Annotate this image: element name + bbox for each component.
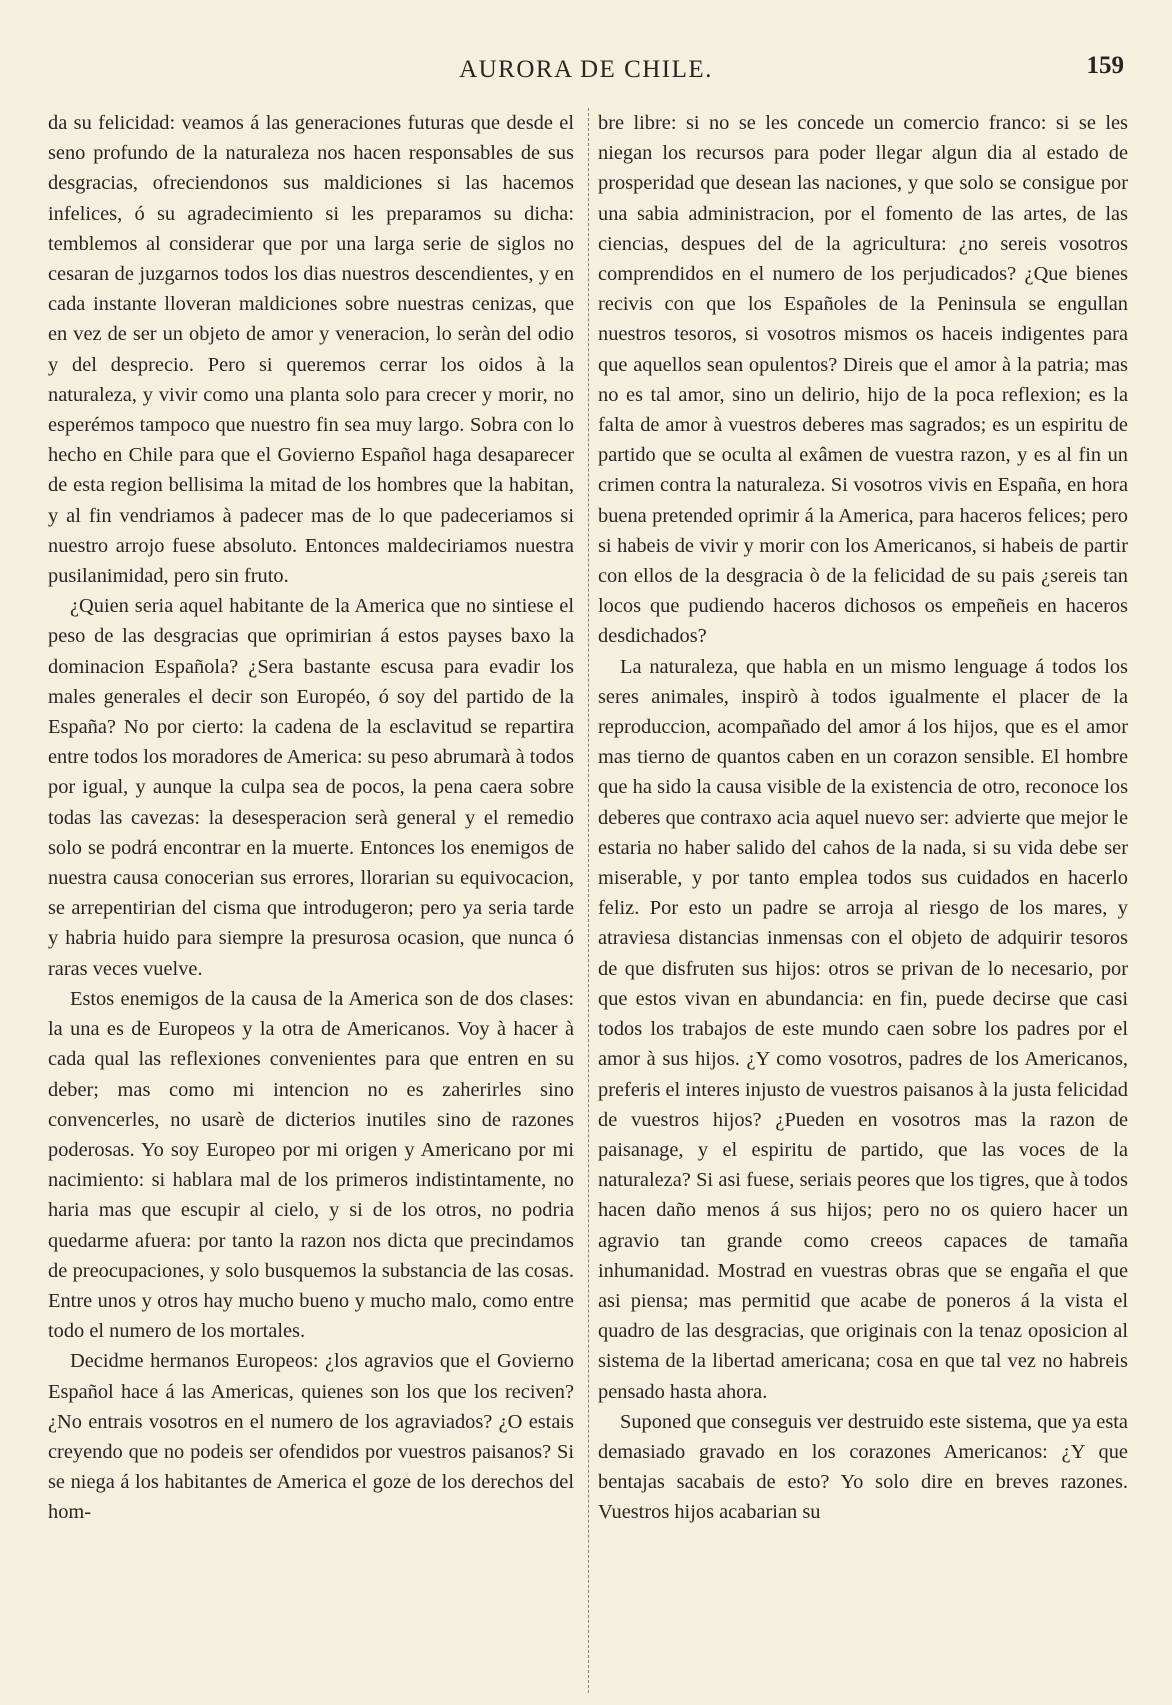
running-title: AURORA DE CHILE. [459, 56, 713, 83]
paragraph: Suponed que conseguis ver destruido este sistema, que ya esta demasiado gravado en los corazones Americanos: ¿Y que bentajas sacabais de esto? Yo solo dire en breves razones. Vuestros hijos acabarian su [598, 1410, 1128, 1524]
paragraph: da su felicidad: veamos á las generaciones futuras que desde el seno profundo de la naturaleza nos hacen responsables de sus desgracias, ofreciendonos sus maldiciones si las hacemos infelices, ó su agradecimiento si les preparamos su dicha: temblemos al considerar que por una larga serie de siglos no cesaran de juzgarnos todos los dias nuestros descendientes, y en cada instante lloveran maldiciones sobre nuestras cenizas, que en vez de ser un objeto de amor y veneracion, lo seràn del odio y del desprecio. Pero si queremos cerrar los oidos à la naturaleza, y vivir como una planta solo para crecer y morir, no esperémos tampoco que nuestro fin sea muy largo. Sobra con lo hecho en Chile para que el Govierno Español haga desaparecer de esta region bellisima la mitad de los hombres que la habitan, y al fin vendriamos à padecer mas de lo que padeceriamos si nuestro arrojo fuese absoluto. Entonces maldeciriamos nuestra pusilanimidad, pero sin fruto. [48, 112, 574, 588]
right-column [598, 108, 1128, 1693]
page-header [0, 50, 1172, 90]
page-number: 159 [1086, 52, 1124, 79]
paragraph: Decidme hermanos Europeos: ¿los agravios que el Govierno Español hace á las Americas, quienes son los que los reciven? ¿No entrais vosotros en el numero de los agraviados? ¿O estais creyendo que no podeis ser ofendidos por vuestros paisanos? Si se niega á los habitantes de America el goze de los derechos del hom- [48, 1350, 574, 1524]
paragraph: ¿Quien seria aquel habitante de la America que no sintiese el peso de las desgracias que oprimirian á estos payses baxo la dominacion Española? ¿Sera bastante escusa para evadir los males generales el decir son Européo, ó soy del partido de la España? No por cierto: la cadena de la esclavitud se repartira entre todos los moradores de America: su peso abrumarà à todos por igual, y aunque la culpa sea de pocos, la pena caera sobre todas las cavezas: la desesperacion serà general y el remedio solo se podrá encontrar en la muerte. Entonces los enemigos de nuestra causa conocerian sus errores, llorarian su equivocacion, se arrepentirian del cisma que introdugeron; pero ya seria tarde y habria huido para siempre la presurosa ocasion, que nunca ó raras veces vuelve. [48, 595, 574, 980]
left-column [48, 108, 574, 1693]
paragraph: bre libre: si no se les concede un comercio franco: si se les niegan los recursos para poder llegar algun dia al estado de prosperidad que desean las naciones, y que solo se consigue por una sabia administracion, por el fomento de las artes, de las ciencias, despues del de la agricultura: ¿no sereis vosotros comprendidos en el numero de los perjudicados? ¿Que bienes recivis con que los Españoles de la Peninsula se engullan nuestros tesoros, si vosotros mismos os haceis indigentes para que aquellos sean opulentos? Direis que el amor à la patria; mas no es tal amor, sino un delirio, hijo de la poca reflexion; es la falta de amor à vuestros deberes mas sagrados; es un espiritu de partido que se oculta al exâmen de vuestra razon, y es al fin un crimen contra la naturaleza. Si vosotros vivis en España, en hora buena pretended oprimir á la America, para haceros felices; pero si habeis de vivir y morir con los Americanos, si habeis de partir con ellos de la desgracia ò de la felicidad de su pais ¿sereis tan locos que pudiendo haceros dichosos os empeñeis en haceros desdichados? [598, 112, 1128, 648]
paragraph: Estos enemigos de la causa de la America son de dos clases: la una es de Europeos y la otra de Americanos. Voy à hacer à cada qual las reflexiones convenientes para que entren en su deber; mas como mi intencion no es zaherirles sino convencerles, no usarè de dicterios inutiles sino de razones poderosas. Yo soy Europeo por mi origen y Americano por mi nacimiento: si hablara mal de los primeros indistintamente, no haria mas que escupir al cielo, y si de los otros, no podria quedarme afuera: por tanto la razon nos dicta que precindamos de preocupaciones, y solo busquemos la substancia de las cosas. Entre unos y otros hay mucho bueno y mucho malo, como entre todo el numero de los mortales. [48, 987, 574, 1343]
column-divider [588, 108, 589, 1693]
paragraph: La naturaleza, que habla en un mismo lenguage á todos los seres animales, inspirò à todos igualmente el placer de la reproduccion, acompañado del amor á los hijos, que es el amor mas tierno de quantos caben en un corazon sensible. El hombre que ha sido la causa visible de la existencia de otro, reconoce los deberes que contraxo acia aquel nuevo ser: advierte que mejor le estaria no haber salido del cahos de la nada, si su vida debe ser miserable, y por tanto emplea todos sus cuidados en hacerlo feliz. Por esto un padre se arroja al riesgo de los mares, y atraviesa distancias inmensas con el objeto de adquirir tesoros de que disfruten sus hijos: otros se privan de lo necesario, por que estos vivan en abundancia: en fin, puede decirse que casi todos los trabajos de este mundo caen sobre los padres por el amor à sus hijos. ¿Y como vosotros, padres de los Americanos, preferis el interes injusto de vuestros paisanos à la justa felicidad de vuestros hijos? ¿Pueden en vosotros mas la razon de paisanage, y el espiritu de partido, que las voces de la naturaleza? Si asi fuese, seriais peores que los tigres, que à todos hacen daño menos á sus hijos; pero no os quiero hacer un agravio tan grande como creeos capaces de tamaña inhumanidad. Mostrad en vuestras obras que se engaña el que asi piensa; mas permitid que acabe de poneros á la vista el quadro de las desgracias, que originais con la tenaz oposicion al sistema de la libertad americana; cosa en que tal vez no habreis pensado hasta ahora. [598, 655, 1128, 1403]
